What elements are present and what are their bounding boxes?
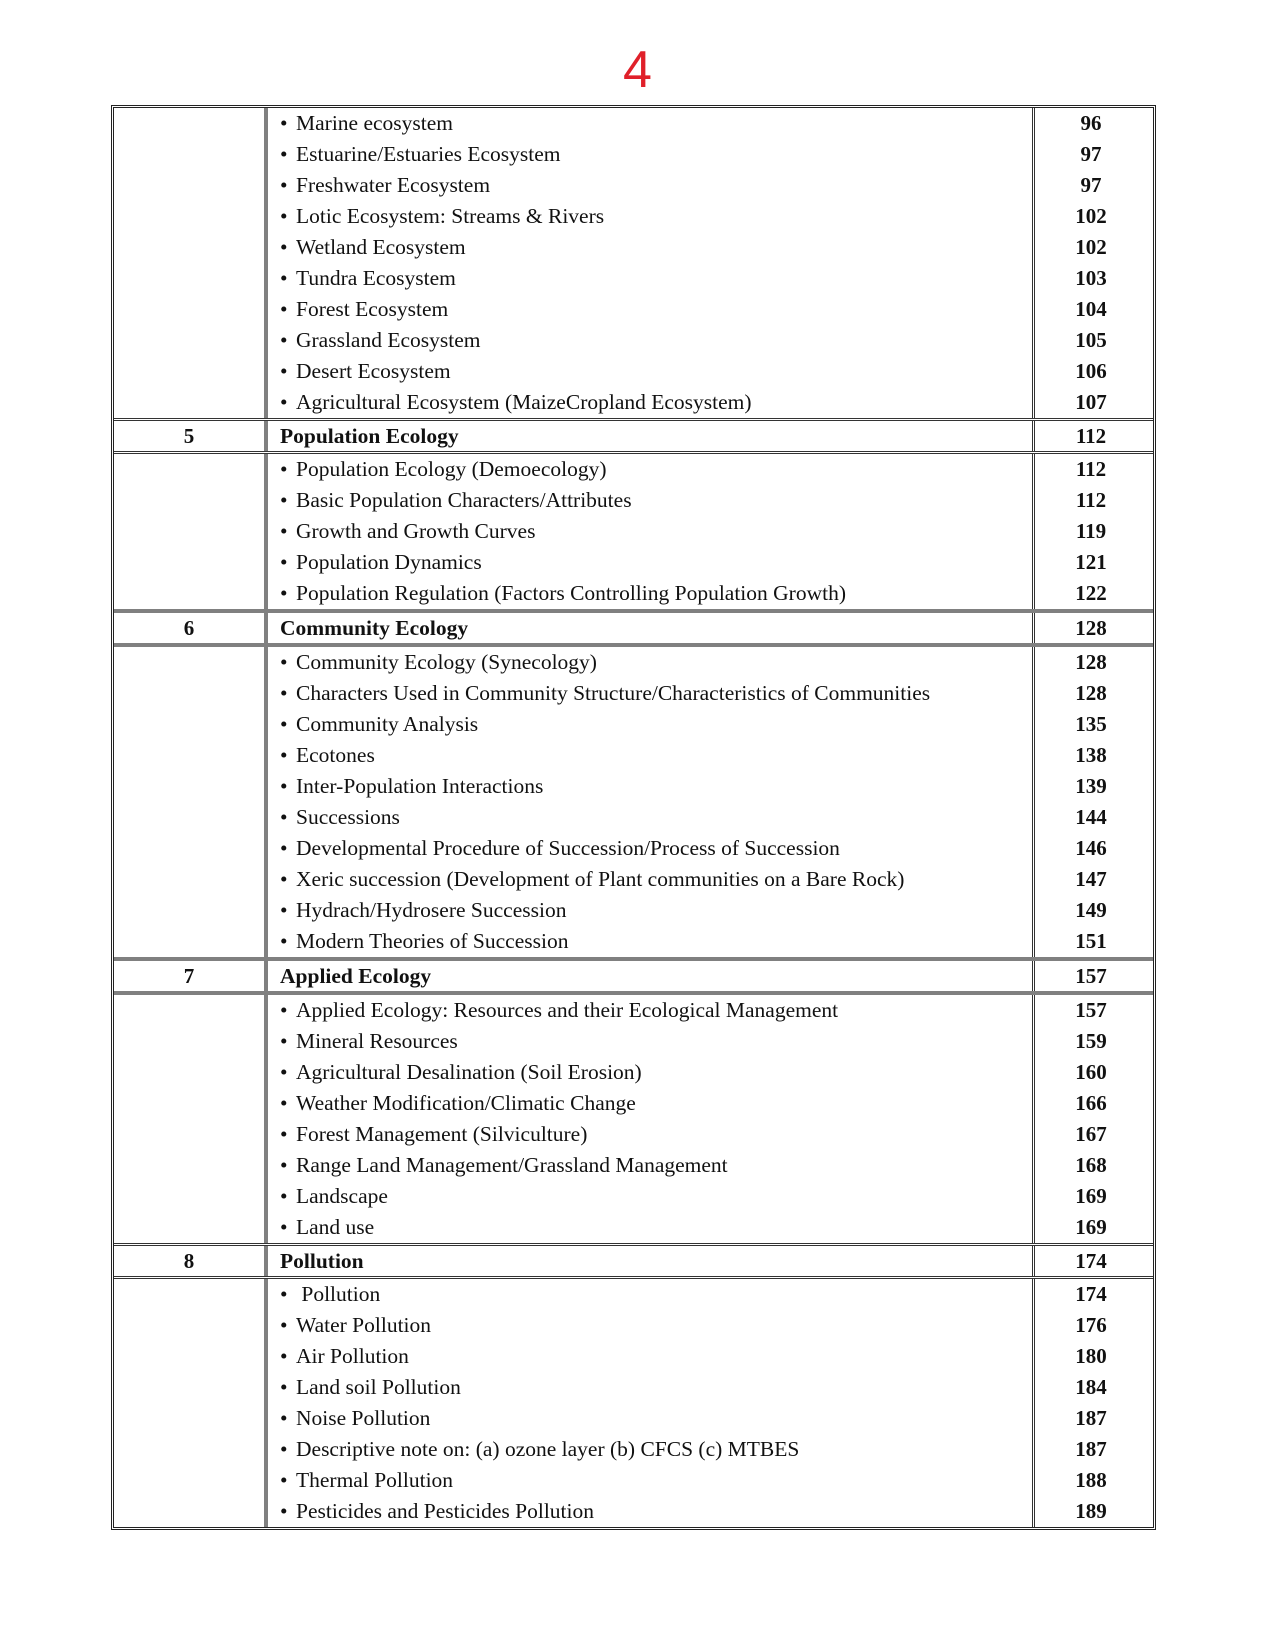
section-items-row [114, 451, 1153, 609]
chapter-page: 128 [1032, 613, 1153, 643]
chapter-number: 6 [114, 613, 268, 643]
section-items-row [114, 643, 1153, 957]
toc-entry-page: 102 [1075, 235, 1107, 259]
toc-entry[interactable]: • Population Regulation (Factors Controlling Population Growth) [280, 578, 1032, 609]
toc-entry-page: 147 [1075, 867, 1107, 891]
chapter-title[interactable]: Community Ecology [280, 616, 469, 640]
toc-entry[interactable]: • Land soil Pollution [280, 1372, 1032, 1403]
toc-entry[interactable]: • Hydrach/Hydrosere Succession [280, 895, 1032, 926]
toc-entry-page: 169 [1075, 1184, 1107, 1208]
toc-entry-page: 128 [1075, 650, 1107, 674]
toc-entry[interactable]: • Air Pollution [280, 1341, 1032, 1372]
toc-entry[interactable]: • Noise Pollution [280, 1403, 1032, 1434]
section-items-row [114, 1276, 1153, 1527]
section-items-row [114, 108, 1153, 418]
toc-entry-page: 159 [1075, 1029, 1107, 1053]
toc-entry-page: 103 [1075, 266, 1107, 290]
chapter-title[interactable]: Pollution [280, 1249, 364, 1273]
toc-entry-page: 112 [1075, 488, 1107, 512]
chapter-number: 8 [114, 1246, 268, 1276]
toc-entry-page: 160 [1075, 1060, 1107, 1084]
toc-entry[interactable]: • Range Land Management/Grassland Management [280, 1150, 1032, 1181]
toc-entry[interactable]: • Pesticides and Pesticides Pollution [280, 1496, 1032, 1527]
chapter-number: 5 [114, 421, 268, 451]
chapter-number: 7 [114, 961, 268, 991]
toc-entry[interactable]: • Community Analysis [280, 709, 1032, 740]
toc-entry[interactable]: • Xeric succession (Development of Plant communities on a Bare Rock) [280, 864, 1032, 895]
page-list [1032, 1279, 1153, 1527]
chapter-row [114, 957, 1153, 991]
toc-entry-page: 187 [1075, 1406, 1107, 1430]
toc-entry[interactable]: • Marine ecosystem [280, 108, 1032, 139]
toc-entry-page: 135 [1075, 712, 1107, 736]
toc-entry[interactable]: • Applied Ecology: Resources and their Ecological Management [280, 995, 1032, 1026]
entry-list [268, 108, 1032, 418]
toc-entry[interactable]: • Wetland Ecosystem [280, 232, 1032, 263]
empty-chapter-cell [114, 454, 268, 609]
toc-entry[interactable]: • Pollution [280, 1279, 1032, 1310]
toc-entry-page: 96 [1080, 111, 1102, 135]
toc-entry-page: 102 [1075, 204, 1107, 228]
section-items-row [114, 991, 1153, 1243]
toc-entry[interactable]: • Forest Ecosystem [280, 294, 1032, 325]
toc-entry-page: 189 [1075, 1499, 1107, 1523]
toc-entry[interactable]: • Thermal Pollution [280, 1465, 1032, 1496]
toc-entry-page: 138 [1075, 743, 1107, 767]
toc-entry-page: 122 [1075, 581, 1107, 605]
empty-chapter-cell [114, 995, 268, 1243]
toc-entry[interactable]: • Land use [280, 1212, 1032, 1243]
toc-entry[interactable]: • Agricultural Ecosystem (MaizeCropland Ecosystem) [280, 387, 1032, 418]
toc-entry-page: 128 [1075, 681, 1107, 705]
page-list [1032, 108, 1153, 418]
toc-entry-page: 112 [1075, 457, 1107, 481]
toc-entry-page: 146 [1075, 836, 1107, 860]
toc-entry[interactable]: • Ecotones [280, 740, 1032, 771]
toc-entry[interactable]: • Community Ecology (Synecology) [280, 647, 1032, 678]
toc-entry-page: 180 [1075, 1344, 1107, 1368]
toc-entry[interactable]: • Successions [280, 802, 1032, 833]
toc-entry[interactable]: • Grassland Ecosystem [280, 325, 1032, 356]
toc-entry[interactable]: • Descriptive note on: (a) ozone layer (b) CFCS (c) MTBES [280, 1434, 1032, 1465]
toc-entry[interactable]: • Population Dynamics [280, 547, 1032, 578]
entry-list [268, 454, 1032, 609]
toc-entry[interactable]: • Freshwater Ecosystem [280, 170, 1032, 201]
toc-entry[interactable]: • Growth and Growth Curves [280, 516, 1032, 547]
chapter-row [114, 609, 1153, 643]
toc-entry-page: 139 [1075, 774, 1107, 798]
toc-entry-page: 149 [1075, 898, 1107, 922]
chapter-page: 112 [1032, 421, 1153, 451]
toc-entry-page: 187 [1075, 1437, 1107, 1461]
toc-entry-page: 97 [1080, 142, 1102, 166]
page-list [1032, 454, 1153, 609]
toc-entry[interactable]: • Estuarine/Estuaries Ecosystem [280, 139, 1032, 170]
page-number: 4 [623, 41, 652, 99]
toc-entry[interactable]: • Modern Theories of Succession [280, 926, 1032, 957]
entry-list [268, 647, 1032, 957]
entry-list [268, 1279, 1032, 1527]
toc-entry-page: 105 [1075, 328, 1107, 352]
chapter-title[interactable]: Applied Ecology [280, 964, 432, 988]
toc-entry-page: 151 [1075, 929, 1107, 953]
toc-entry-page: 176 [1075, 1313, 1107, 1337]
toc-entry-page: 121 [1075, 550, 1107, 574]
toc-entry[interactable]: • Tundra Ecosystem [280, 263, 1032, 294]
toc-entry-page: 104 [1075, 297, 1107, 321]
chapter-row [114, 1243, 1153, 1276]
toc-entry[interactable]: • Forest Management (Silviculture) [280, 1119, 1032, 1150]
toc-entry-page: 106 [1075, 359, 1107, 383]
toc-entry[interactable]: • Weather Modification/Climatic Change [280, 1088, 1032, 1119]
empty-chapter-cell [114, 1279, 268, 1527]
toc-entry-page: 168 [1075, 1153, 1107, 1177]
toc-entry-page: 157 [1075, 998, 1107, 1022]
toc-entry[interactable]: • Inter-Population Interactions [280, 771, 1032, 802]
toc-entry[interactable]: • Developmental Procedure of Succession/Process of Succession [280, 833, 1032, 864]
chapter-page: 174 [1032, 1246, 1153, 1276]
toc-entry[interactable]: • Basic Population Characters/Attributes [280, 485, 1032, 516]
toc-entry[interactable]: • Agricultural Desalination (Soil Erosion) [280, 1057, 1032, 1088]
toc-entry[interactable]: • Landscape [280, 1181, 1032, 1212]
empty-chapter-cell [114, 647, 268, 957]
chapter-row [114, 418, 1153, 451]
toc-entry-page: 166 [1075, 1091, 1107, 1115]
toc-entry-page: 97 [1080, 173, 1102, 197]
toc-entry[interactable]: • Characters Used in Community Structure/Characteristics of Communities [280, 678, 1032, 709]
toc-entry-page: 107 [1075, 390, 1107, 414]
table-of-contents [111, 105, 1156, 1530]
toc-entry[interactable]: • Mineral Resources [280, 1026, 1032, 1057]
page-list [1032, 995, 1153, 1243]
entry-list [268, 995, 1032, 1243]
chapter-page: 157 [1032, 961, 1153, 991]
page-list [1032, 647, 1153, 957]
toc-entry-page: 144 [1075, 805, 1107, 829]
toc-entry-page: 174 [1075, 1282, 1107, 1306]
empty-chapter-cell [114, 108, 268, 418]
toc-entry-page: 167 [1075, 1122, 1107, 1146]
chapter-title[interactable]: Population Ecology [280, 424, 459, 448]
toc-entry-page: 169 [1075, 1215, 1107, 1239]
toc-entry[interactable]: • Desert Ecosystem [280, 356, 1032, 387]
toc-entry[interactable]: • Population Ecology (Demoecology) [280, 454, 1032, 485]
toc-entry-page: 188 [1075, 1468, 1107, 1492]
toc-entry-page: 184 [1075, 1375, 1107, 1399]
toc-entry[interactable]: • Water Pollution [280, 1310, 1032, 1341]
toc-entry[interactable]: • Lotic Ecosystem: Streams & Rivers [280, 201, 1032, 232]
toc-entry-page: 119 [1075, 519, 1107, 543]
